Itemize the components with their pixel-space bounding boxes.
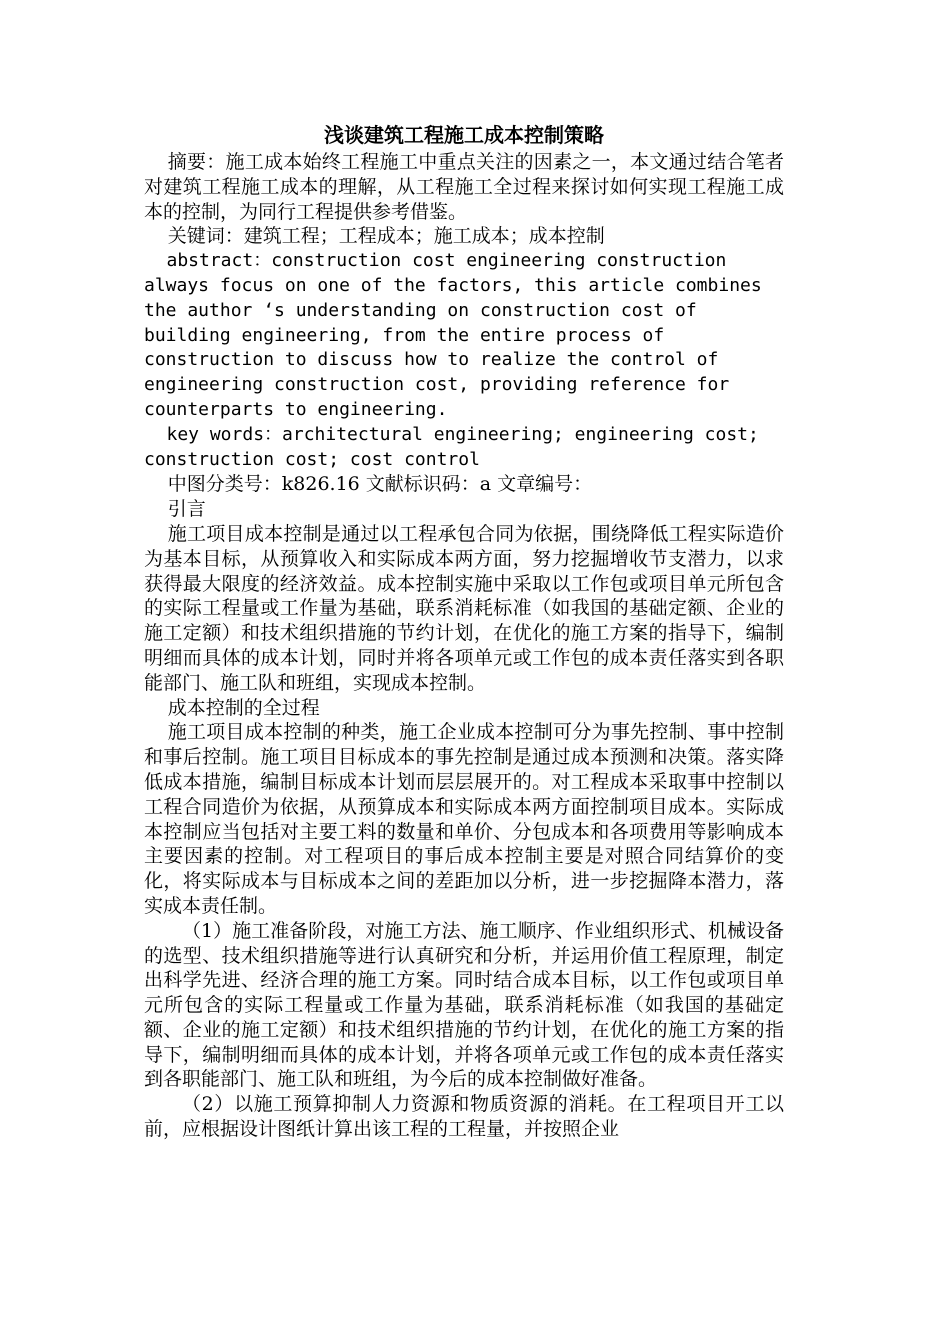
abstract-cn: 摘要：施工成本始终工程施工中重点关注的因素之一，本文通过结合笔者对建筑工程施工成本的理解，从工程施工全过程来探讨如何实现工程施工成本的控制，为同行工程提供参考借鉴。 xyxy=(144,151,784,223)
intro-paragraph: 施工项目成本控制是通过以工程承包合同为依据，围绕降低工程实际造价为基本目标，从预算收入和实际成本两方面，努力挖掘增收节支潜力，以求获得最大限度的经济效益。成本控制实施中采取以工作包或项目单元所包含的实际工程量或工作量为基础，联系消耗标准（如我国的基础定额、企业的施工定额）和技术组织措施的节约计划，在优化的施工方案的指导下，编制明细而具体的成本计划，同时并将各项单元或工作包的成本责任落实到各职能部门、施工队和班组，实现成本控制。 xyxy=(144,522,784,694)
process-paragraph: 施工项目成本控制的种类，施工企业成本控制可分为事先控制、事中控制和事后控制。施工项目目标成本的事先控制是通过成本预测和决策。落实降低成本措施，编制目标成本计划而层层展开的。对工程成本采取事中控制以工程合同造价为依据，从预算成本和实际成本两方面控制项目成本。实际成本控制应当包括对主要工料的数量和单价、分包成本和各项费用等影响成本主要因素的控制。对工程项目的事后成本控制主要是对照合同结算价的变化，将实际成本与目标成本之间的差距加以分析，进一步挖掘降本潜力，落实成本责任制。 xyxy=(144,721,784,917)
list-item-2: （2）以施工预算抑制人力资源和物质资源的消耗。在工程项目开工以前，应根据设计图纸计算出该工程的工程量，并按照企业 xyxy=(144,1093,784,1141)
document-title: 浅谈建筑工程施工成本控制策略 xyxy=(324,123,604,147)
classification-line: 中图分类号：k826.16 文献标识码：a 文章编号： xyxy=(167,473,593,496)
section-heading-intro: 引言 xyxy=(167,498,206,521)
keywords-cn: 关键词：建筑工程；工程成本；施工成本；成本控制 xyxy=(167,225,605,248)
keywords-en: key words：architectural engineering; engineering cost; construction cost; cost control xyxy=(144,423,759,470)
abstract-en: abstract：construction cost engineering construction always focus on one of the factors, this article combines the author ‘s understanding on construction cost of building engineering, from the entire process of construction to discuss how to realize the control of engineering construction cost, providing reference for counterparts to engineering. xyxy=(144,250,762,420)
section-heading-process: 成本控制的全过程 xyxy=(167,696,320,719)
list-item-1: （1）施工准备阶段，对施工方法、施工顺序、作业组织形式、机械设备的选型、技术组织措施等进行认真研究和分析，并运用价值工程原理，制定出科学先进、经济合理的施工方案。同时结合成本目标，以工作包或项目单元所包含的实际工程量或工作量为基础，联系消耗标准（如我国的基础定额、企业的施工定额）和技术组织措施的节约计划，在优化的施工方案的指导下，编制明细而具体的成本计划，并将各项单元或工作包的成本责任落实到各职能部门、施工队和班组，为今后的成本控制做好准备。 xyxy=(144,919,784,1091)
document-page xyxy=(144,120,784,1142)
